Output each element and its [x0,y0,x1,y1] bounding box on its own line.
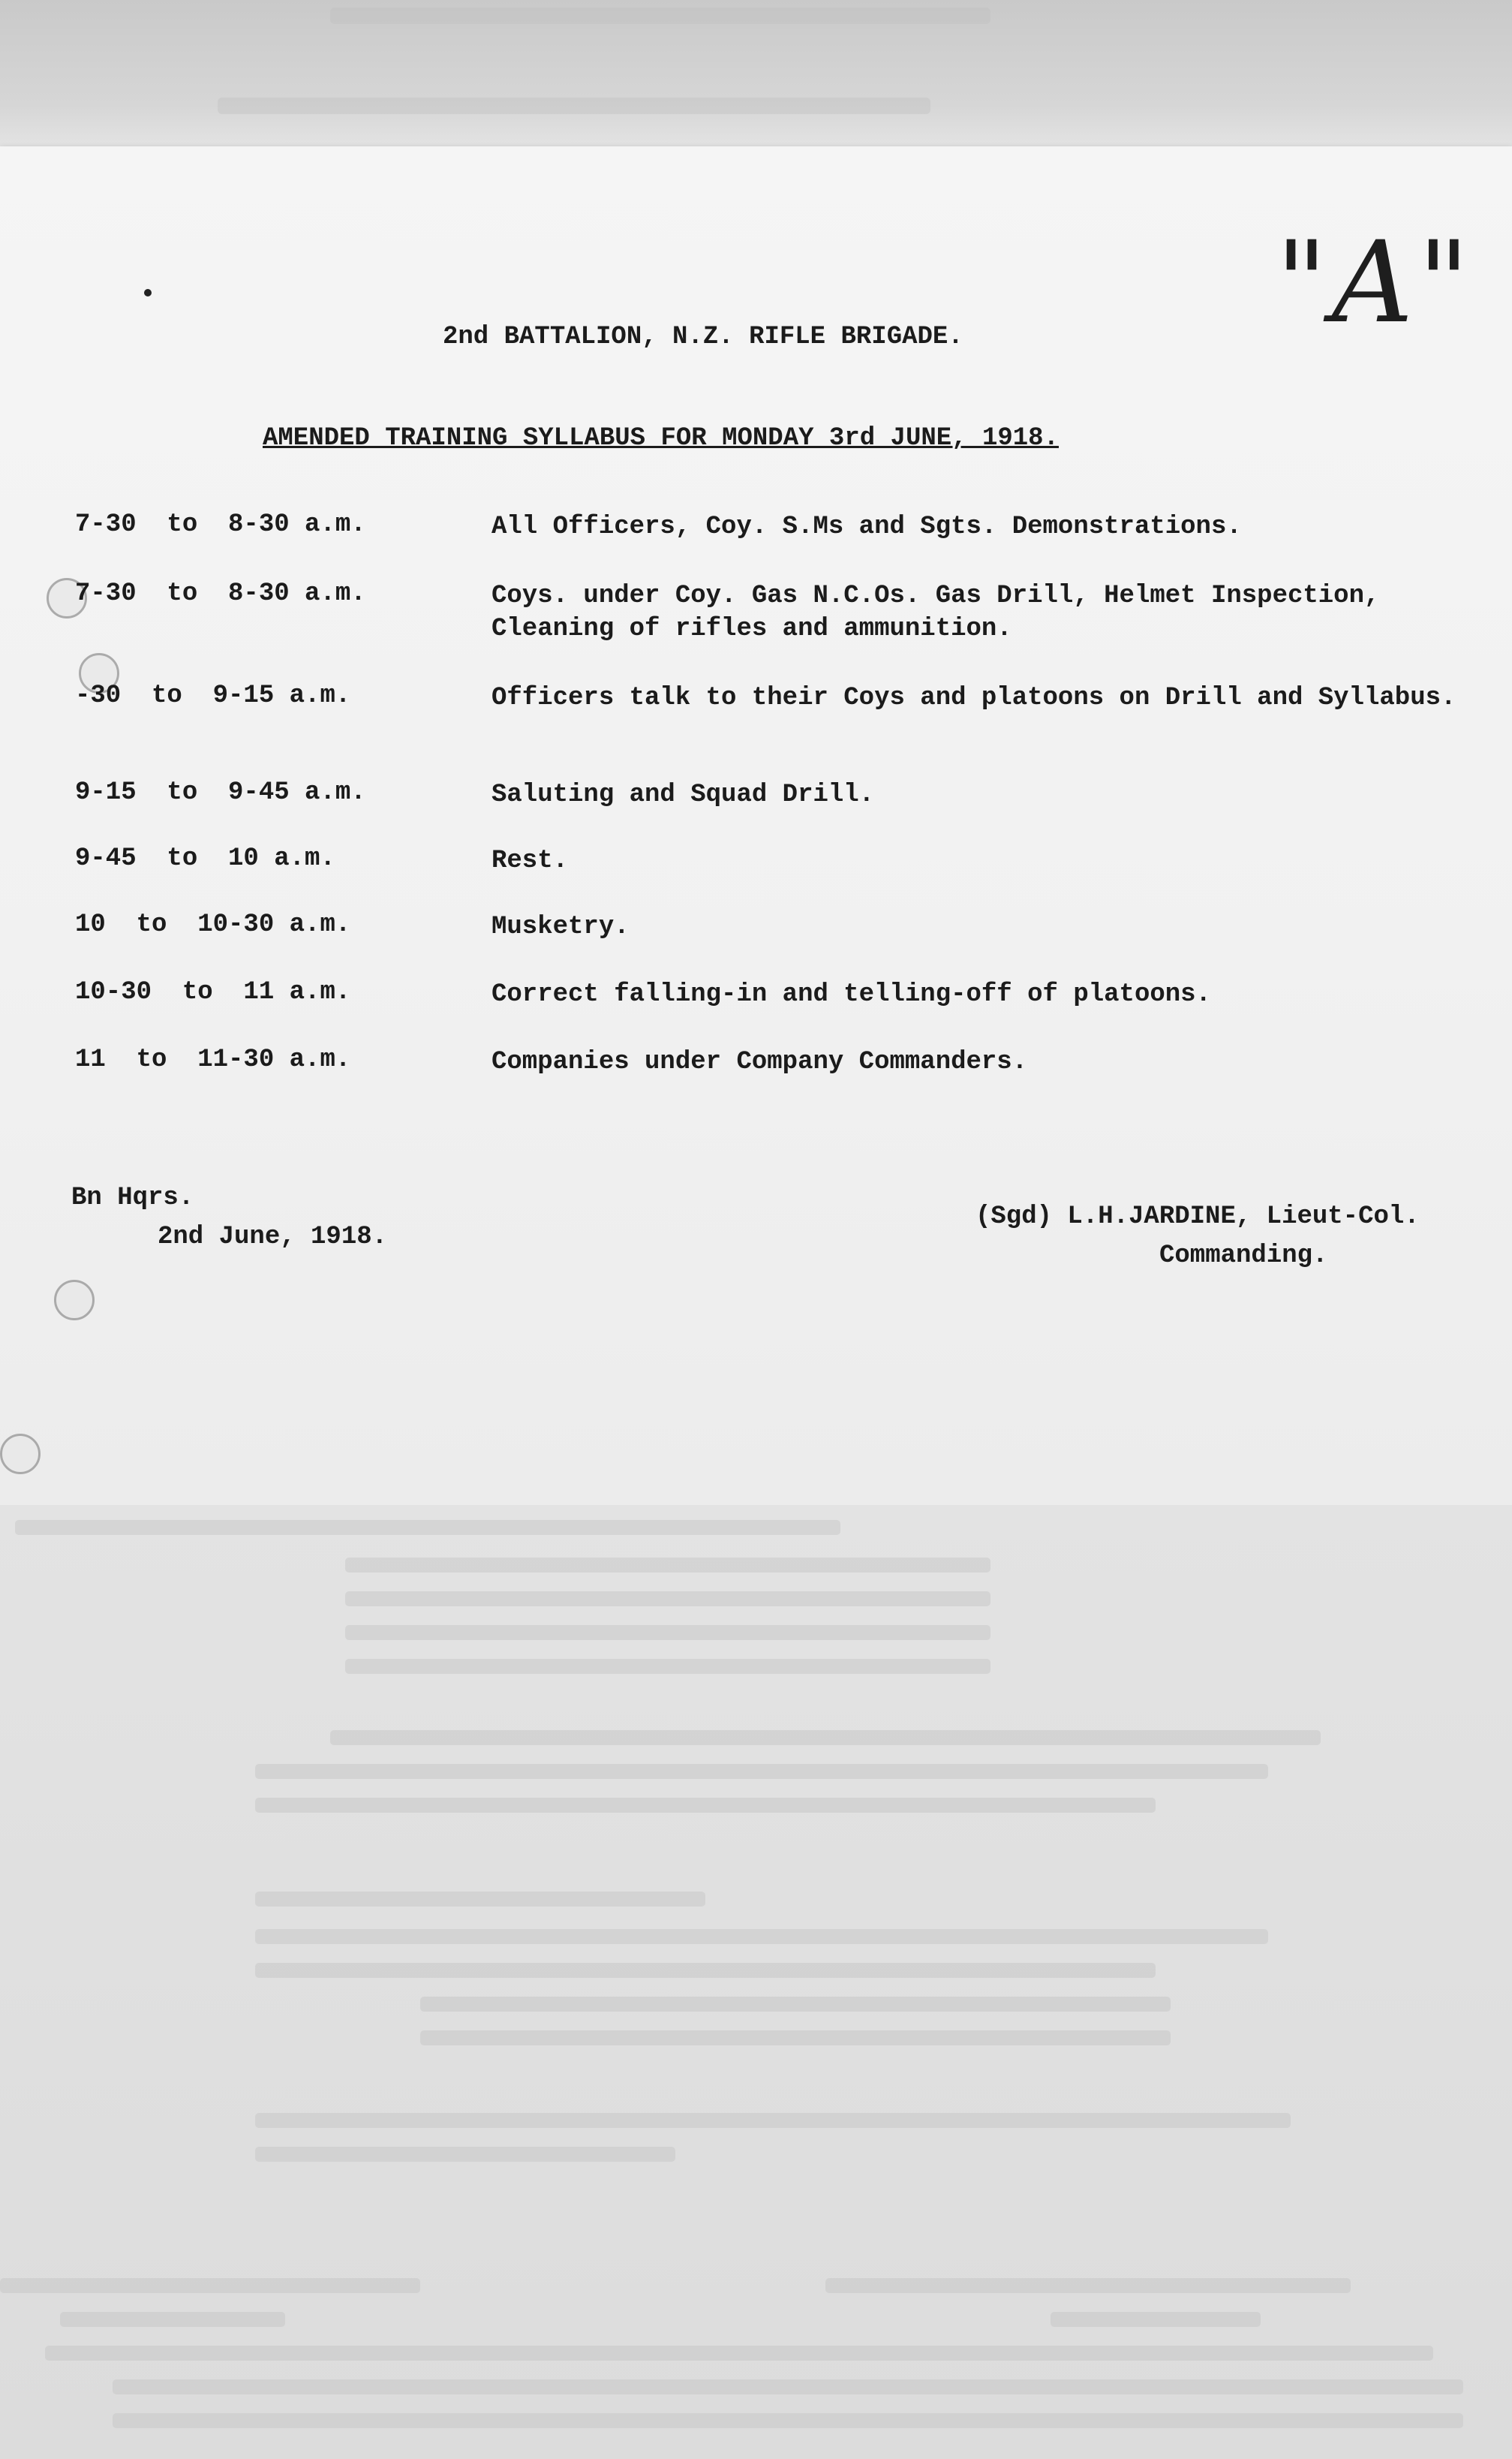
signatory-title: Commanding. [1159,1242,1328,1270]
faded-text-line [255,2147,675,2162]
footer-signature-block [975,1197,1420,1275]
underlying-page-bottom [0,1505,1512,2459]
schedule-activity: Saluting and Squad Drill. [491,781,875,809]
faded-text-line [255,1963,1156,1978]
document-heading: 2nd BATTALION, N.Z. RIFLE BRIGADE. [443,323,963,351]
faded-text-line [45,2346,1433,2361]
schedule-time: 10-30 to 11 a.m. [75,978,351,1007]
footer-date: 2nd June, 1918. [158,1223,388,1251]
schedule-time: 9-15 to 9-45 a.m. [75,778,366,807]
faded-text-line [345,1625,990,1640]
schedule-time: 7-30 to 8-30 a.m. [75,579,366,608]
faded-text-line [345,1591,990,1606]
faded-text-line [255,1764,1268,1779]
faded-text-line [255,1798,1156,1813]
faded-text-line [330,8,990,24]
footer-location: Bn Hqrs. [71,1184,194,1212]
faded-text-line [255,1929,1268,1944]
schedule-time: 7-30 to 8-30 a.m. [75,510,366,539]
underlying-page-top [0,0,1512,150]
schedule-activity: Officers talk to their Coys and platoons on Drill and Syllabus. [491,684,1456,712]
faded-text-line [825,2278,1351,2293]
schedule-activity: All Officers, Coy. S.Ms and Sgts. Demonstrations. [491,513,1242,541]
schedule-time: 9-45 to 10 a.m. [75,844,335,873]
faded-text-line [0,2278,420,2293]
faded-text-line [420,2030,1171,2045]
schedule-activity: Correct falling-in and telling-off of platoons. [491,980,1211,1009]
document-subheading: AMENDED TRAINING SYLLABUS FOR MONDAY 3rd JUNE, 1918. [263,424,1059,453]
faded-text-line [218,98,930,114]
faded-text-line [420,1997,1171,2012]
handwritten-mark: "A" [1276,218,1474,348]
signature-line: (Sgd) L.H.JARDINE, Lieut-Col. [975,1202,1420,1231]
faded-text-line [345,1558,990,1573]
punch-hole [0,1434,41,1474]
schedule-activity: Coys. under Coy. Gas N.C.Os. Gas Drill, Helmet Inspection, Cleaning of rifles and ammunition. [491,582,1380,643]
faded-text-line [330,1730,1321,1745]
faded-text-line [113,2379,1463,2394]
faded-text-line [255,2113,1291,2128]
schedule-time: 10 to 10-30 a.m. [75,910,351,939]
faded-text-line [15,1520,840,1535]
faded-text-line [113,2413,1463,2428]
faded-text-line [345,1659,990,1674]
schedule-activity: Companies under Company Commanders. [491,1048,1028,1076]
ink-dot [144,289,152,296]
schedule-activity: Rest. [491,847,569,875]
schedule-time: 11 to 11-30 a.m. [75,1046,351,1074]
faded-text-line [1051,2312,1261,2327]
punch-hole [54,1280,95,1320]
schedule-time: -30 to 9-15 a.m. [75,682,351,710]
faded-text-line [60,2312,285,2327]
faded-text-line [255,1892,705,1907]
schedule-activity: Musketry. [491,913,630,941]
footer-origin [71,1178,387,1257]
